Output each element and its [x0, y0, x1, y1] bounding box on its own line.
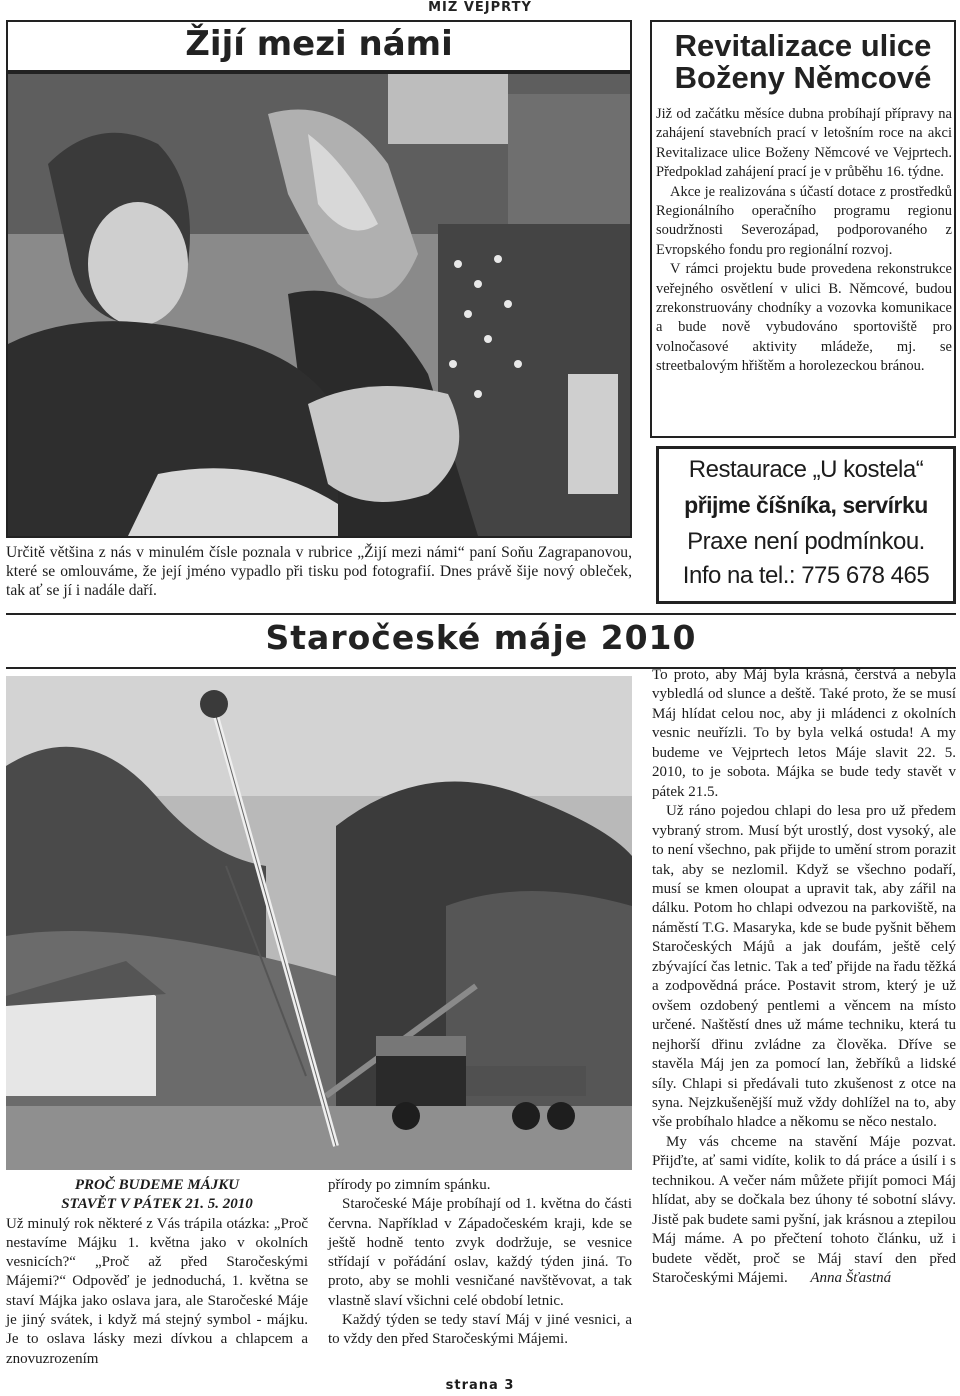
photo-caption: Určitě většina z nás v minulém čísle poznala v rubrice „Žijí mezi námi“ paní Soňu Zagrapanovou, které se omlouváme, že její jméno vypadlo při tisku pod fotografií. Dnes právě šije nový obleček, tak ať se jí i nadále daří.: [6, 544, 632, 599]
photo-maypole-illustration: [6, 676, 632, 1170]
article-title-revitalizace: Revitalizace ulice Boženy Němcové: [674, 28, 932, 95]
paragraph: Staročeské Máje probíhají od 1. května do části června. Například v Západočeském kraji, kde se ještě hodně tento zvyk dodržuje, se vesnice střídají v pořádání oslav, každý týden jiná. To proto, aby se mohli vesničané navštěvovat, a tak vlastně slaví všichni celé období letnic.: [328, 1196, 632, 1309]
masthead: MIZ VEJPRTY: [428, 0, 532, 15]
paragraph: Již od začátku měsíce dubna probíhají přípravy na zahájení stavebních prací v letošním roce na akci Revitalizace ulice Boženy Němcové ve Vejprtech. Předpoklad zahájení prací je v průběhu 16. týdne.: [656, 106, 952, 181]
ad-restaurant-name: Restaurace „U kostela“: [688, 456, 924, 483]
photo-seamstress-illustration: [8, 74, 630, 536]
page-number: strana 3: [445, 1378, 515, 1393]
paragraph: To proto, aby Máj byla krásná, čerstvá a nebyla vybledlá od slunce a deště. Také proto, že se musí Máj hlídat celou noc, aby ji mládenci z okolních vesnic neuřízli. To by byla velká ostuda! A my budeme ve Vejprtech letos Máje slavit 22. 5. 2010, to je sobota. Májka se bude tedy stavět v pátek 21.5.: [652, 667, 956, 800]
photo-seamstress-with-fox: [6, 72, 632, 538]
ad-requirement: Praxe není podmínkou.: [687, 528, 925, 555]
article-title-ziji-mezi-nami: Žijí mezi námi: [185, 24, 453, 64]
paragraph: Akce je realizována s účastí dotace z prostředků Regionálního operačního programu regionu soudržnosti Severozápad, podporovaného z Evropského fondu pro regionální rozvoj.: [656, 183, 952, 258]
ad-phone: Info na tel.: 775 678 465: [682, 562, 930, 589]
article-body-revitalizace: [656, 105, 952, 377]
article-title-staroceske-maje: Staročeské máje 2010: [265, 618, 697, 657]
article-column-3: [652, 666, 956, 1289]
subheading: STAVĚT V PÁTEK 21. 5. 2010: [61, 1196, 253, 1213]
article-column-1: [6, 1176, 308, 1369]
paragraph: [652, 1133, 956, 1289]
paragraph: Už minulý rok některé z Vás trápila otázka: „Proč nestavíme Májku 1. května jako v okolních vesnicích?“ „Proč až před Staročeskými Májemi?“ Odpověď je jednoduchá, 1. května se staví Májka jako oslava jara, ale Staročeské Máje je jiný svátek, i když má stejný symbol - májku. Je to oslava lásky mezi dívkou a chlapcem a znovuzrozením: [6, 1215, 308, 1367]
paragraph: Každý týden se tedy staví Máj v jiné vesnici, a to vždy den před Staročeskými Májemi.: [328, 1312, 632, 1348]
paragraph: V rámci projektu bude provedena rekonstrukce veřejného osvětlení v ulici B. Němcové, budou zrekonstruovány chodníky a vozovka komunikace a bude nově vybudováno sportoviště pro volnočasové aktivity mládeže, mj. se streetbalovým hřištěm a horolezeckou bránou.: [656, 261, 952, 375]
article-column-2: [328, 1176, 632, 1350]
author-signature: Anna Šťastná: [810, 1270, 892, 1287]
paragraph: přírody po zimním spánku.: [328, 1177, 491, 1193]
paragraph-text: My vás chceme na stavění Máje pozvat. Přijďte, ať sami vidíte, kolik to dá práce a úsilí i s technikou. A večer nám můžete přijít pomoci Máj hlídat, aby se dočkala bez úhony té sobotní slávy. Jistě pak budete sami pyšní, jak krásnou a ztepilou Máj máme. A po přečtení tohoto článku, už i budete vědět, proč se Máj staví den před Staročeskými Májemi.: [652, 1133, 956, 1287]
paragraph: Už ráno pojedou chlapi do lesa pro už předem vybraný strom. Musí být urostlý, dost vysoký, ale to není všechno, pak přijde to umění strom porazit tak, aby se nezlomil. Když se všechno podaří, musí se kmen oloupat a upravit tak, aby zářil na dálku. Potom ho chlapi odvezou na parkoviště, na náměstí T.G. Masaryka, kde se bude pyšnit během Staročeských Májů a jak doufám, ještě celý zbývající čas letnic. Tak a teď přijde na řadu těžká a zodpovědná práce. Postavit strom, který je už ovšem ozdobený pentlemi a věncem na místo určené. Naštěstí dnes už máme techniku, která tu nejhorší dřinu zvládne za člověka. Dříve se stavěla Máj jen za pomocí lan, žebříků a lidské síly. Chlapi si předávali tuto zkušenost z otce na syna. Nejzkušenější muž vždy dohlížel na to, aby vše probíhalo hladce a někomu se něco nestalo.: [652, 803, 956, 1131]
subheading: PROČ BUDEME MÁJKU: [74, 1177, 240, 1193]
photo-maypole-raising: [6, 676, 632, 1170]
ad-job-offer: přijme číšníka, servírku: [684, 492, 928, 518]
